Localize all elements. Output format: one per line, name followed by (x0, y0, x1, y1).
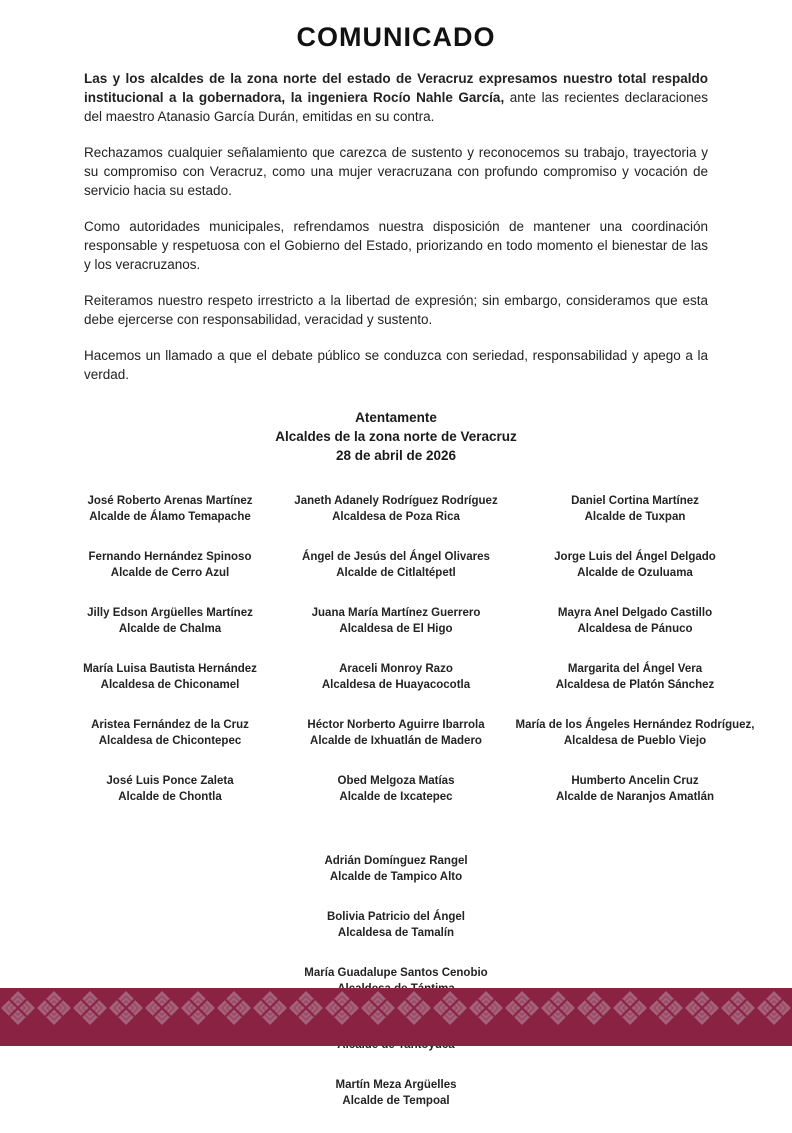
signatory-name: María Luisa Bautista Hernández (83, 663, 257, 675)
decorative-diamond-border (0, 988, 792, 1046)
signatory-entry (556, 661, 715, 693)
signatory-name: Héctor Norberto Aguirre Ibarrola (307, 719, 485, 731)
signatory-name: Daniel Cortina Martínez (571, 495, 699, 507)
signatory-entry (106, 773, 233, 805)
signatory-title: Alcalde de Álamo Temapache (89, 511, 251, 523)
signatory-entry (327, 909, 465, 941)
paragraph-4: Reiteramos nuestro respeto irrestricto a la libertad de expresión; sin embargo, consideramos que esta debe ejercerse con responsabilidad, veracidad y sustento. (84, 293, 708, 327)
signatory-title: Alcaldesa de Pueblo Viejo (563, 735, 707, 747)
signatory-name: Martín Meza Argüelles (335, 1079, 457, 1091)
signatory-entry (89, 549, 252, 581)
paragraph-5: Hacemos un llamado a que el debate público se conduzca con seriedad, responsabilidad y apego a la verdad. (84, 348, 708, 382)
signatory-entry (302, 549, 490, 581)
signatory-entry (558, 605, 712, 637)
signatory-title: Alcalde de Ozuluama (577, 567, 693, 579)
document-title: COMUNICADO (296, 22, 496, 52)
signatory-title: Alcalde de Tuxpan (584, 511, 686, 523)
signatory-entry (571, 493, 699, 525)
signatory-entry (83, 661, 257, 693)
signatory-name: Jorge Luis del Ángel Delgado (554, 551, 716, 563)
signatory-title: Alcalde de Tampico Alto (329, 871, 463, 883)
signatory-title: Alcaldesa de Tamalín (337, 927, 455, 939)
signatory-title: Alcaldesa de Poza Rica (332, 511, 460, 523)
signatory-entry (91, 717, 249, 749)
signatory-name: José Luis Ponce Zaleta (106, 775, 234, 787)
signatory-name: Obed Melgoza Matías (337, 775, 455, 787)
signatory-title: Alcaldesa de Chicontepec (98, 735, 242, 747)
signatory-name: Margarita del Ángel Vera (567, 663, 703, 675)
signatory-name: Janeth Adanely Rodríguez Rodríguez (294, 495, 498, 507)
signatory-entry (312, 605, 481, 637)
signatory-name: Fernando Hernández Spinoso (88, 551, 252, 563)
signatory-entry (338, 773, 455, 805)
closing-date: 28 de abril de 2026 (335, 448, 457, 463)
signatory-title: Alcalde de Chontla (118, 791, 222, 803)
signatory-entry (324, 853, 467, 885)
signatory-entry (87, 605, 253, 637)
signatory-name: María de los Ángeles Hernández Rodríguez, (515, 719, 755, 731)
signatory-title: Alcalde de Tempoal (342, 1095, 450, 1107)
signatory-title: Alcaldesa de Huayacocotla (321, 679, 471, 691)
paragraph-1 (84, 69, 708, 126)
signatory-entry (294, 493, 497, 525)
signatory-name: Araceli Monroy Razo (339, 663, 453, 675)
signatory-title: Alcaldesa de Chiconamel (100, 679, 240, 691)
signatory-title: Alcalde de Ixcatepec (339, 791, 453, 803)
signatory-entry (556, 773, 714, 805)
paragraph-1-regular-text: ante las recientes declaraciones del maestro Atanasio García Durán, emitidas en su contra. (84, 90, 708, 124)
signatory-entry (87, 493, 252, 525)
signatory-title: Alcaldesa de El Higo (339, 623, 453, 635)
paragraph-2: Rechazamos cualquier señalamiento que carezca de sustento y reconocemos su trabajo, trayectoria y su compromiso con Veracruz, como una mujer veracruzana con profundo compromiso y vocación de servicio hacia su estado. (84, 145, 708, 198)
signatory-title: Alcalde de Chalma (118, 623, 222, 635)
signatory-title: Alcalde de Ixhuatlán de Madero (310, 735, 482, 747)
signatory-name: Jilly Edson Argüelles Martínez (87, 607, 253, 619)
signatories-column-3 (509, 493, 761, 829)
paragraph-3: Como autoridades municipales, refrendamos nuestra disposición de mantener una coordinación responsable y respetuosa con el Gobierno del Estado, priorizando en todo momento el bienestar de las y los veracruzanos. (84, 219, 708, 272)
signatory-name: Ángel de Jesús del Ángel Olivares (302, 551, 490, 563)
signatory-title: Alcaldesa de Platón Sánchez (555, 679, 715, 691)
signatory-name: Bolivia Patricio del Ángel (326, 911, 466, 923)
signatory-title: Alcalde de Naranjos Amatlán (555, 791, 715, 803)
signatory-entry (516, 717, 755, 749)
signatory-entry (554, 549, 716, 581)
closing-group: Alcaldes de la zona norte de Veracruz (275, 429, 517, 444)
signatory-name: María Guadalupe Santos Cenobio (304, 967, 488, 979)
signatories-column-1 (57, 493, 283, 829)
closing-salutation: Atentamente (355, 410, 437, 425)
signatory-title: Alcalde de Citlaltépetl (336, 567, 456, 579)
closing-block (0, 408, 792, 465)
document-page (0, 22, 792, 1107)
signatory-name: Aristea Fernández de la Cruz (91, 719, 249, 731)
signatory-name: Adrián Domínguez Rangel (324, 855, 468, 867)
signatory-name: Humberto Ancelin Cruz (571, 775, 699, 787)
paragraph-1-bold-text: Las y los alcaldes de la zona norte del estado de Veracruz expresamos nuestro total respaldo institucional a la gobernadora, la ingeniera Rocío Nahle García, (84, 71, 708, 105)
signatory-entry (307, 717, 484, 749)
signatory-entry (322, 661, 470, 693)
document-body (0, 69, 792, 384)
signatory-entry (336, 1077, 457, 1109)
signatories-column-2 (283, 493, 509, 829)
signatories-grid (57, 493, 792, 829)
signatory-name: Mayra Anel Delgado Castillo (557, 607, 713, 619)
signatory-name: José Roberto Arenas Martínez (87, 495, 253, 507)
signatory-title: Alcaldesa de Pánuco (577, 623, 693, 635)
signatory-title: Alcalde de Cerro Azul (110, 567, 230, 579)
signatory-name: Juana María Martínez Guerrero (311, 607, 481, 619)
